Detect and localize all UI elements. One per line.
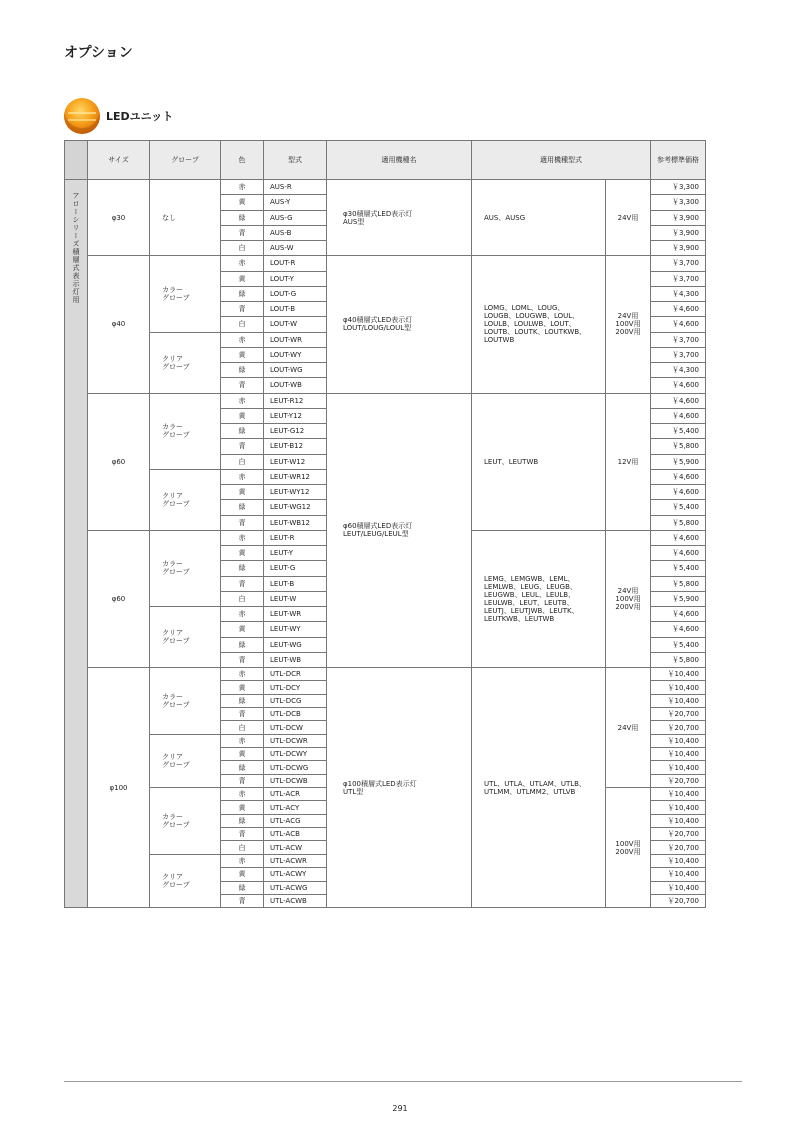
globe-cell: カラー グローブ — [150, 530, 221, 606]
globe-cell: カラー グローブ — [150, 393, 221, 469]
color-cell: 緑 — [221, 363, 264, 378]
model-cell: UTL-ACR — [264, 788, 327, 801]
price-cell: ￥5,400 — [651, 561, 706, 576]
header-size: サイズ — [88, 141, 150, 180]
model-cell: LOUT-WB — [264, 378, 327, 393]
price-cell: ￥10,400 — [651, 668, 706, 681]
price-cell: ￥5,400 — [651, 637, 706, 652]
color-cell: 青 — [221, 652, 264, 667]
color-cell: 赤 — [221, 788, 264, 801]
model-cell: LEUT-WG12 — [264, 500, 327, 515]
header-color: 色 — [221, 141, 264, 180]
model-cell: UTL-DCB — [264, 708, 327, 721]
price-cell: ￥4,600 — [651, 622, 706, 637]
color-cell: 白 — [221, 591, 264, 606]
price-cell: ￥4,600 — [651, 485, 706, 500]
price-cell: ￥4,600 — [651, 546, 706, 561]
price-cell: ￥10,400 — [651, 788, 706, 801]
price-cell: ￥3,700 — [651, 256, 706, 271]
model-cell: LEUT-Y12 — [264, 408, 327, 423]
color-cell: 青 — [221, 515, 264, 530]
model-cell: LEUT-G — [264, 561, 327, 576]
model-cell: LEUT-R — [264, 530, 327, 545]
price-cell: ￥5,900 — [651, 454, 706, 469]
voltage-cell: 24V用 100V用 200V用 — [606, 256, 651, 393]
price-cell: ￥3,900 — [651, 225, 706, 240]
section-title: LEDユニット — [106, 110, 174, 123]
header-model: 型式 — [264, 141, 327, 180]
model-cell: UTL-ACB — [264, 828, 327, 841]
globe-cell: クリア グローブ — [150, 854, 221, 907]
model-cell: AUS-Y — [264, 195, 327, 210]
model-cell: UTL-DCWY — [264, 748, 327, 761]
price-cell: ￥10,400 — [651, 761, 706, 774]
price-cell: ￥10,400 — [651, 694, 706, 707]
price-cell: ￥3,700 — [651, 332, 706, 347]
price-cell: ￥4,600 — [651, 469, 706, 484]
header-price: 参考標準価格 — [651, 141, 706, 180]
price-cell: ￥10,400 — [651, 854, 706, 867]
model-cell: LEUT-WB — [264, 652, 327, 667]
color-cell: 緑 — [221, 881, 264, 894]
color-cell: 白 — [221, 841, 264, 854]
color-cell: 青 — [221, 708, 264, 721]
globe-cell: なし — [150, 180, 221, 256]
size-cell: φ60 — [88, 393, 150, 530]
price-cell: ￥5,800 — [651, 439, 706, 454]
model-cell: LEUT-WR — [264, 607, 327, 622]
model-cell: LEUT-WG — [264, 637, 327, 652]
model-cell: LOUT-Y — [264, 271, 327, 286]
led-unit-price-table — [64, 140, 706, 908]
color-cell: 赤 — [221, 607, 264, 622]
model-cell: UTL-DCY — [264, 681, 327, 694]
color-cell: 黄 — [221, 681, 264, 694]
size-cell: φ40 — [88, 256, 150, 393]
color-cell: 緑 — [221, 561, 264, 576]
model-cell: LOUT-R — [264, 256, 327, 271]
globe-cell: クリア グローブ — [150, 607, 221, 668]
price-cell: ￥3,900 — [651, 241, 706, 256]
price-cell: ￥10,400 — [651, 881, 706, 894]
color-cell: 青 — [221, 378, 264, 393]
color-cell: 黄 — [221, 868, 264, 881]
color-cell: 緑 — [221, 424, 264, 439]
color-cell: 黄 — [221, 271, 264, 286]
compat-models-cell: UTL、UTLA、UTLAM、UTLB、 UTLMM、UTLMM2、UTLVB — [472, 668, 606, 908]
model-cell: UTL-ACW — [264, 841, 327, 854]
model-cell: LEUT-B12 — [264, 439, 327, 454]
price-cell: ￥3,700 — [651, 271, 706, 286]
model-cell: LEUT-B — [264, 576, 327, 591]
color-cell: 緑 — [221, 694, 264, 707]
price-cell: ￥4,600 — [651, 317, 706, 332]
model-cell: LEUT-W12 — [264, 454, 327, 469]
unit-name-cell: φ100積層式LED表示灯 UTL型 — [327, 668, 472, 908]
model-cell: AUS-R — [264, 180, 327, 195]
globe-cell: クリア グローブ — [150, 469, 221, 530]
price-cell: ￥4,600 — [651, 530, 706, 545]
price-cell: ￥4,600 — [651, 302, 706, 317]
color-cell: 赤 — [221, 854, 264, 867]
page-number: 291 — [392, 1104, 408, 1113]
compat-models-cell: AUS、AUSG — [472, 180, 606, 256]
model-cell: LEUT-Y — [264, 546, 327, 561]
price-cell: ￥5,800 — [651, 652, 706, 667]
price-cell: ￥10,400 — [651, 801, 706, 814]
model-cell: LOUT-G — [264, 286, 327, 301]
model-cell: LEUT-WR12 — [264, 469, 327, 484]
color-cell: 赤 — [221, 180, 264, 195]
table-row — [65, 180, 706, 195]
color-cell: 白 — [221, 721, 264, 734]
color-cell: 青 — [221, 439, 264, 454]
model-cell: LEUT-WY — [264, 622, 327, 637]
color-cell: 赤 — [221, 530, 264, 545]
price-cell: ￥4,300 — [651, 363, 706, 378]
model-cell: UTL-DCWB — [264, 774, 327, 787]
price-cell: ￥4,300 — [651, 286, 706, 301]
table-row — [65, 393, 706, 408]
color-cell: 黄 — [221, 408, 264, 423]
price-cell: ￥5,400 — [651, 500, 706, 515]
color-cell: 赤 — [221, 332, 264, 347]
price-cell: ￥4,600 — [651, 393, 706, 408]
color-cell: 赤 — [221, 256, 264, 271]
model-cell: AUS-B — [264, 225, 327, 240]
voltage-cell: 12V用 — [606, 393, 651, 530]
model-cell: UTL-ACY — [264, 801, 327, 814]
price-cell: ￥10,400 — [651, 868, 706, 881]
table-row — [65, 668, 706, 681]
model-cell: UTL-ACWB — [264, 894, 327, 907]
color-cell: 黄 — [221, 195, 264, 210]
model-cell: AUS-W — [264, 241, 327, 256]
color-cell: 黄 — [221, 347, 264, 362]
price-cell: ￥3,300 — [651, 195, 706, 210]
header-compatible-models: 適用機種型式 — [472, 141, 651, 180]
model-cell: UTL-ACG — [264, 814, 327, 827]
color-cell: 赤 — [221, 393, 264, 408]
section-header — [64, 98, 173, 134]
unit-name-cell: φ40積層式LED表示灯 LOUT/LOUG/LOUL型 — [327, 256, 472, 393]
price-cell: ￥20,700 — [651, 721, 706, 734]
model-cell: LOUT-B — [264, 302, 327, 317]
price-cell: ￥20,700 — [651, 774, 706, 787]
price-cell: ￥10,400 — [651, 734, 706, 747]
price-cell: ￥5,900 — [651, 591, 706, 606]
price-cell: ￥4,600 — [651, 607, 706, 622]
globe-cell: カラー グローブ — [150, 256, 221, 332]
price-cell: ￥10,400 — [651, 748, 706, 761]
voltage-cell: 24V用 — [606, 180, 651, 256]
led-unit-lamp-icon — [64, 98, 100, 134]
model-cell: UTL-ACWY — [264, 868, 327, 881]
globe-cell: クリア グローブ — [150, 734, 221, 787]
compat-models-cell: LOMG、LOML、LOUG、 LOUGB、LOUGWB、LOUL、 LOULB、LOULWB、LOUT、 LOUTB、LOUTK、LOUTKWB、 LOUTWB — [472, 256, 606, 393]
color-cell: 緑 — [221, 637, 264, 652]
unit-name-cell: φ60積層式LED表示灯 LEUT/LEUG/LEUL型 — [327, 393, 472, 668]
compat-models-cell: LEUT、LEUTWB — [472, 393, 606, 530]
size-cell: φ100 — [88, 668, 150, 908]
compat-models-cell: LEMG、LEMGWB、LEML、 LEMLWB、LEUG、LEUGB、 LEUGWB、LEUL、LEULB、 LEULWB、LEUT、LEUTB、 LEUTJ、LEUTJWB、LEUTK、 LEUTKWB、LEUTWB — [472, 530, 606, 667]
voltage-cell: 24V用 — [606, 668, 651, 788]
color-cell: 赤 — [221, 734, 264, 747]
table-row — [65, 256, 706, 271]
price-cell: ￥3,900 — [651, 210, 706, 225]
table-body — [65, 180, 706, 908]
side-label-text: アローシリーズ積層式表示灯用 — [72, 192, 80, 304]
color-cell: 青 — [221, 302, 264, 317]
price-cell: ￥10,400 — [651, 814, 706, 827]
color-cell: 黄 — [221, 546, 264, 561]
model-cell: LEUT-G12 — [264, 424, 327, 439]
footer-divider — [64, 1081, 742, 1082]
model-cell: LEUT-W — [264, 591, 327, 606]
price-cell: ￥3,300 — [651, 180, 706, 195]
color-cell: 緑 — [221, 761, 264, 774]
price-cell: ￥3,700 — [651, 347, 706, 362]
model-cell: UTL-DCG — [264, 694, 327, 707]
model-cell: AUS-G — [264, 210, 327, 225]
price-cell: ￥5,800 — [651, 515, 706, 530]
model-cell: LEUT-WB12 — [264, 515, 327, 530]
price-cell: ￥10,400 — [651, 681, 706, 694]
table-header-row — [65, 141, 706, 180]
side-label — [65, 180, 88, 908]
color-cell: 青 — [221, 576, 264, 591]
model-cell: LOUT-W — [264, 317, 327, 332]
color-cell: 黄 — [221, 485, 264, 500]
price-cell: ￥20,700 — [651, 841, 706, 854]
model-cell: UTL-DCW — [264, 721, 327, 734]
model-cell: LOUT-WG — [264, 363, 327, 378]
globe-cell: カラー グローブ — [150, 788, 221, 855]
model-cell: LEUT-WY12 — [264, 485, 327, 500]
color-cell: 赤 — [221, 668, 264, 681]
header-unit-name: 適用機種名 — [327, 141, 472, 180]
color-cell: 青 — [221, 225, 264, 240]
model-cell: UTL-ACWG — [264, 881, 327, 894]
color-cell: 黄 — [221, 748, 264, 761]
price-cell: ￥20,700 — [651, 708, 706, 721]
globe-cell: クリア グローブ — [150, 332, 221, 393]
globe-cell: カラー グローブ — [150, 668, 221, 735]
color-cell: 黄 — [221, 801, 264, 814]
color-cell: 緑 — [221, 210, 264, 225]
price-cell: ￥5,800 — [651, 576, 706, 591]
page-title: オプション — [64, 45, 133, 61]
unit-name-cell: φ30積層式LED表示灯 AUS型 — [327, 180, 472, 256]
price-cell: ￥5,400 — [651, 424, 706, 439]
voltage-cell: 24V用 100V用 200V用 — [606, 530, 651, 667]
model-cell: UTL-DCWG — [264, 761, 327, 774]
model-cell: UTL-DCR — [264, 668, 327, 681]
color-cell: 緑 — [221, 500, 264, 515]
price-cell: ￥4,600 — [651, 408, 706, 423]
color-cell: 白 — [221, 454, 264, 469]
price-cell: ￥4,600 — [651, 378, 706, 393]
color-cell: 黄 — [221, 622, 264, 637]
header-blank-cell — [65, 141, 88, 180]
model-cell: LOUT-WY — [264, 347, 327, 362]
header-globe: グローブ — [150, 141, 221, 180]
color-cell: 白 — [221, 241, 264, 256]
size-cell: φ30 — [88, 180, 150, 256]
voltage-cell: 100V用 200V用 — [606, 788, 651, 908]
color-cell: 青 — [221, 774, 264, 787]
color-cell: 緑 — [221, 286, 264, 301]
color-cell: 青 — [221, 894, 264, 907]
color-cell: 白 — [221, 317, 264, 332]
color-cell: 赤 — [221, 469, 264, 484]
color-cell: 緑 — [221, 814, 264, 827]
price-cell: ￥20,700 — [651, 894, 706, 907]
model-cell: LOUT-WR — [264, 332, 327, 347]
model-cell: LEUT-R12 — [264, 393, 327, 408]
model-cell: UTL-DCWR — [264, 734, 327, 747]
size-cell: φ60 — [88, 530, 150, 667]
model-cell: UTL-ACWR — [264, 854, 327, 867]
price-cell: ￥20,700 — [651, 828, 706, 841]
color-cell: 青 — [221, 828, 264, 841]
